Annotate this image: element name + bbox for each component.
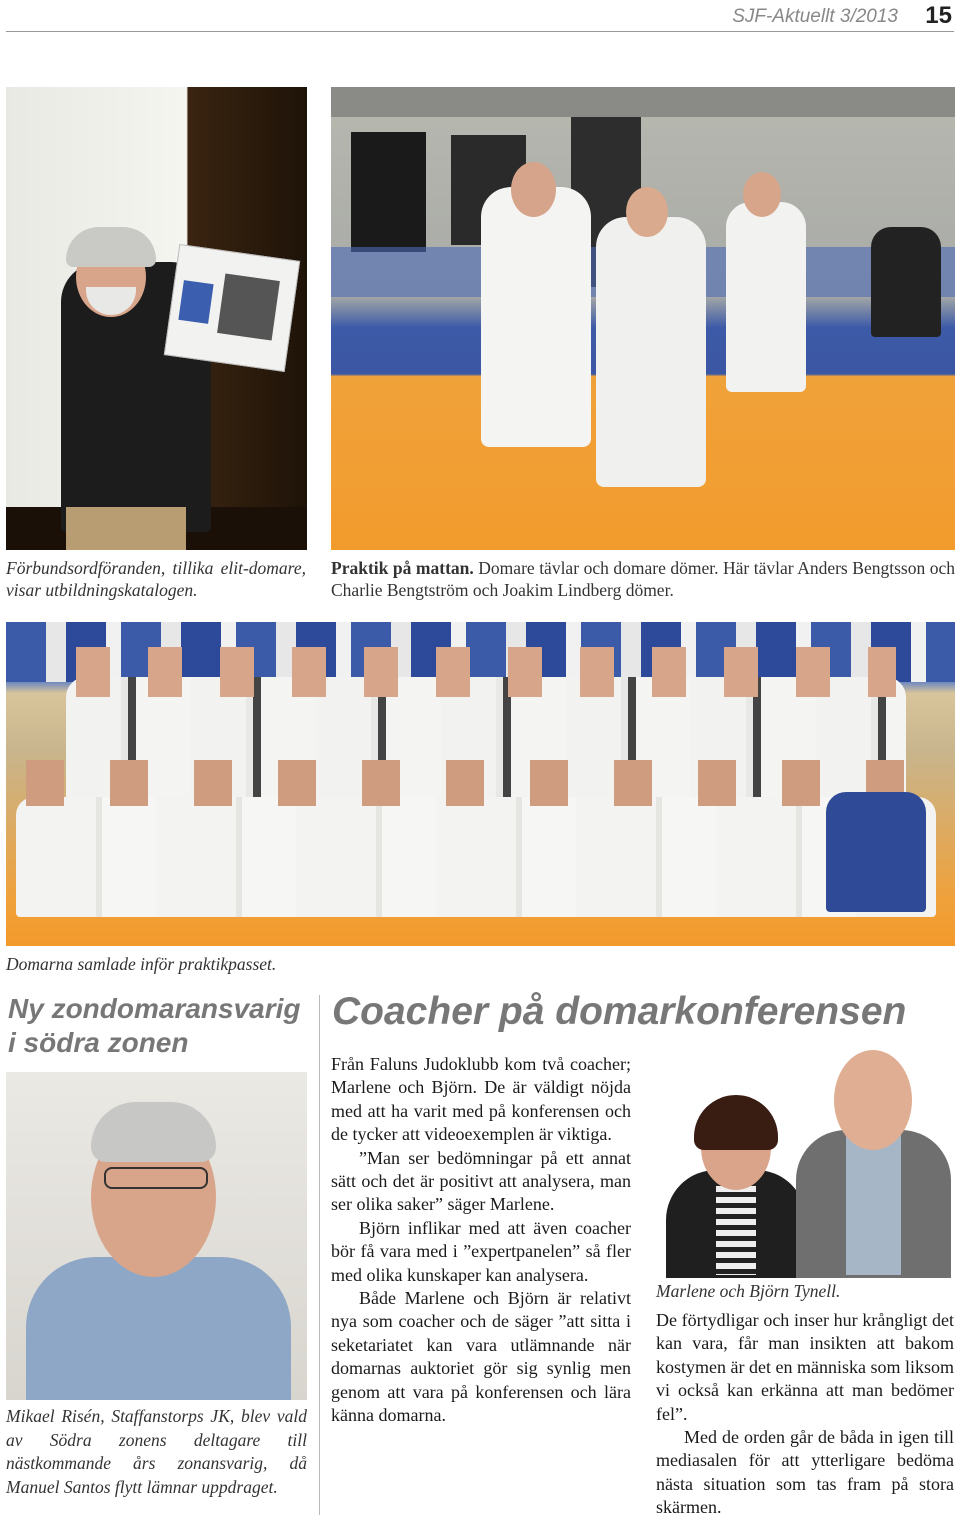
group-caption: Domarna samlade inför praktikpasset. — [6, 954, 277, 974]
header-divider — [6, 31, 954, 32]
coach-paragraph-4: Både Marlene och Björn är relativt nya som coacher och de säger ”att sitta i seketariatet kan vara utlämnande när domarnas auktoriet gör sig synlig men genom att vara på konferensen och lära känna domarna. — [331, 1288, 631, 1426]
practice-photo — [331, 87, 955, 550]
practice-caption — [331, 557, 955, 601]
column-divider — [319, 995, 320, 1515]
group-photo — [6, 622, 955, 946]
coach-article-column-1 — [331, 1053, 631, 1428]
coaches-caption: Marlene och Björn Tynell. — [656, 1281, 841, 1301]
coach-paragraph-3: Björn inflikar med att även coacher bör få vara med i ”expertpanelen” så fler med olika kunskaper kan analysera. — [331, 1217, 631, 1285]
practice-caption-text: Domare tävlar och domare dömer. Här tävlar Anders Bengtsson och Charlie Bengtström och Joakim Lindberg dömer. — [331, 558, 955, 600]
coach-paragraph-2: ”Man ser bedömningar på ett annat sätt och det är positivt att analysera, man ser olika saker” säger Marlene. — [331, 1147, 631, 1215]
practice-caption-lead: Praktik på mattan. — [331, 558, 474, 578]
risen-portrait-photo — [6, 1072, 307, 1400]
chairman-caption: Förbundsordföranden, tillika elit-domare, visar utbildningskatalogen. — [6, 558, 306, 600]
coach-paragraph-5: De förtydligar och inser hur krångligt det kan vara, får man insikten att bakom kostymen är det en människa som liksom vi också kan erkänna att man bedömer fel”. — [656, 1310, 954, 1424]
coach-article-column-2 — [656, 1309, 954, 1520]
chairman-photo — [6, 87, 307, 550]
zone-article-title: Ny zondomaransvarig i södra zonen — [8, 993, 301, 1058]
coaches-photo — [656, 1050, 956, 1278]
page-number: 15 — [925, 2, 952, 29]
coach-paragraph-1: Från Faluns Judoklubb kom två coacher; Marlene och Björn. De är väldigt nöjda med att ha varit med på konferensen och de tycker att videoexemplen är viktiga. — [331, 1054, 631, 1145]
coach-article-title: Coacher på domarkonferensen — [332, 990, 907, 1033]
risen-caption: Mikael Risén, Staffanstorps JK, blev vald av Södra zonens deltagare till nästkommande års zonansvarig, då Manuel Santos flytt lämnar uppdraget. — [6, 1406, 307, 1497]
coach-paragraph-6: Med de orden går de båda in igen till mediasalen för att ytterligare bedöma nästa situation som tas fram på stora skärmen. — [656, 1427, 954, 1518]
publication-title: SJF-Aktuellt 3/2013 — [732, 6, 898, 27]
